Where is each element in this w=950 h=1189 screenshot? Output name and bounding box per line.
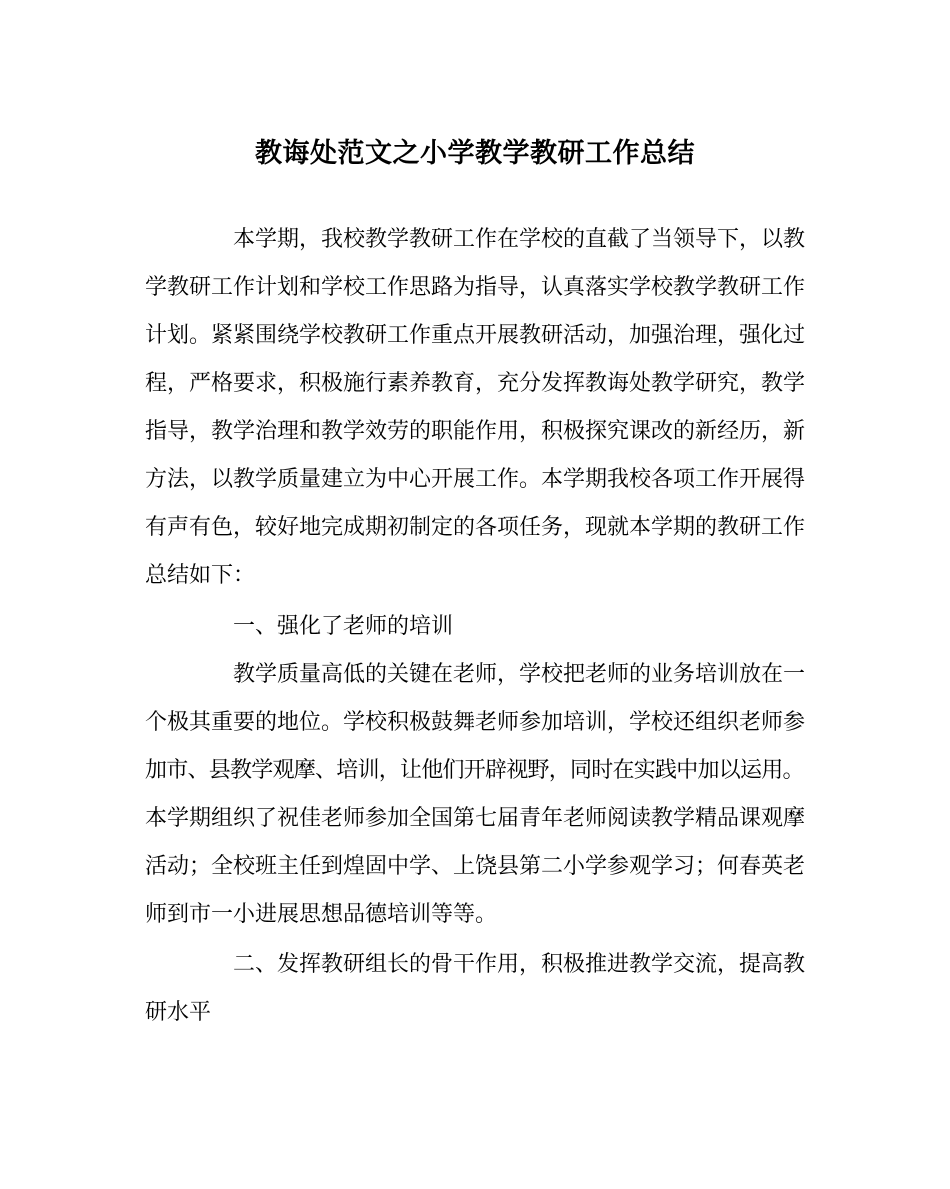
section-1-paragraph-line: 个极其重要的地位。学校积极鼓舞老师参加培训，学校还组织老师参	[145, 710, 806, 735]
intro-paragraph-line: 方法，以教学质量建立为中心开展工作。本学期我校各项工作开展得	[145, 467, 806, 492]
document-title: 教诲处范文之小学教学教研工作总结	[255, 138, 695, 169]
section-1-paragraph-line: 教学质量高低的关键在老师，学校把老师的业务培训放在一	[233, 662, 806, 687]
section-heading-2-continuation: 研水平	[145, 1000, 212, 1025]
section-1-paragraph-line: 活动；全校班主任到煌固中学、上饶县第二小学参观学习；何春英老	[145, 854, 806, 879]
section-heading-1: 一、强化了老师的培训	[233, 614, 454, 639]
section-1-paragraph-line: 师到市一小进展思想品德培训等等。	[145, 902, 498, 927]
section-1-paragraph-line: 本学期组织了祝佳老师参加全国第七届青年老师阅读教学精品课观摩	[145, 806, 806, 831]
intro-paragraph-line: 本学期，我校教学教研工作在学校的直截了当领导下，以教	[233, 227, 806, 252]
intro-paragraph-line: 计划。紧紧围绕学校教研工作重点开展教研活动，加强治理，强化过	[145, 323, 806, 348]
intro-paragraph-line: 有声有色，较好地完成期初制定的各项任务，现就本学期的教研工作	[145, 515, 806, 540]
intro-paragraph-line: 学教研工作计划和学校工作思路为指导，认真落实学校教学教研工作	[145, 275, 806, 300]
intro-paragraph-line: 指导，教学治理和教学效劳的职能作用，积极探究课改的新经历，新	[145, 419, 806, 444]
section-1-paragraph-line: 加市、县教学观摩、培训，让他们开辟视野，同时在实践中加以运用。	[145, 758, 804, 783]
intro-paragraph-line: 总结如下：	[145, 563, 256, 588]
intro-paragraph-line: 程，严格要求，积极施行素养教育，充分发挥教诲处教学研究，教学	[145, 371, 806, 396]
section-heading-2: 二、发挥教研组长的骨干作用，积极推进教学交流，提高教	[233, 952, 806, 977]
